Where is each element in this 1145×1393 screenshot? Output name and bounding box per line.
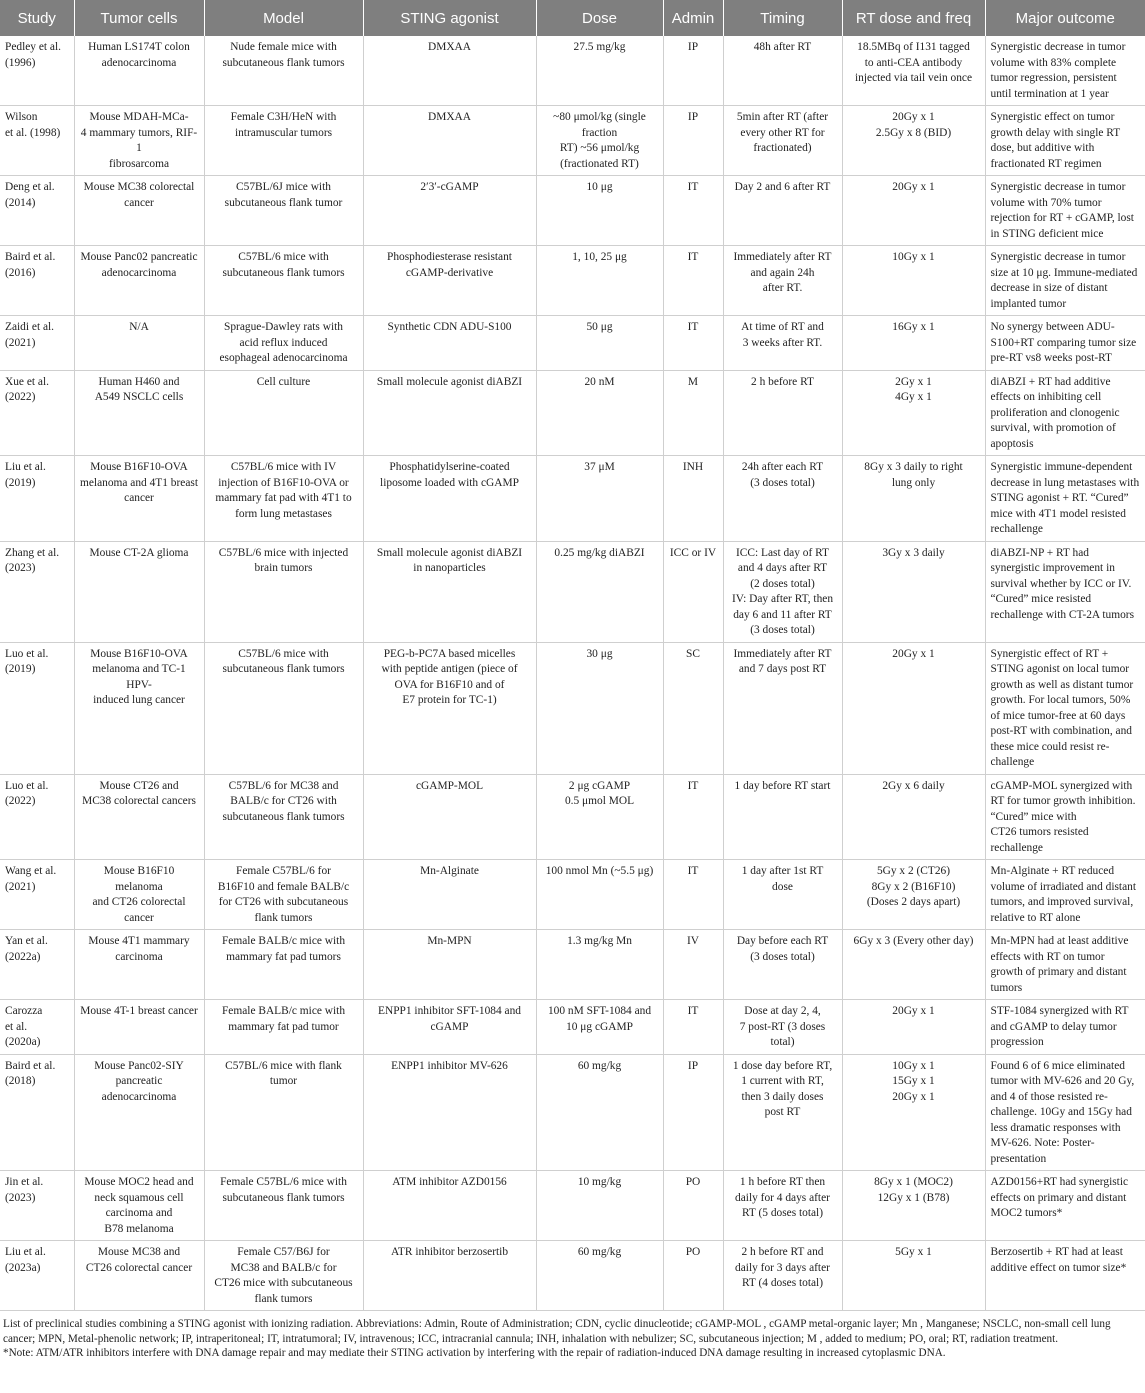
cell-admin: IT xyxy=(663,774,723,860)
table-row xyxy=(0,1171,1145,1241)
cell-study: Zaidi et al. (2021) xyxy=(0,316,74,371)
cell-sting-agonist: Small molecule agonist diABZI xyxy=(363,370,536,456)
cell-major-outcome: Synergistic decrease in tumor volume with 83% complete tumor regression, persistent until termination at 1 year xyxy=(985,36,1145,106)
cell-timing: 1 dose day before RT, 1 current with RT, then 3 daily doses post RT xyxy=(723,1054,842,1171)
cell-admin: SC xyxy=(663,642,723,774)
cell-timing: Day 2 and 6 after RT xyxy=(723,176,842,246)
column-header-sting-agonist: STING agonist xyxy=(363,0,536,36)
cell-rt-dose-freq: 2Gy x 6 daily xyxy=(842,774,985,860)
cell-admin: IT xyxy=(663,176,723,246)
cell-model: Female C3H/HeN with intramuscular tumors xyxy=(204,106,363,176)
cell-admin: M xyxy=(663,370,723,456)
cell-tumor-cells: Human LS174T colon adenocarcinoma xyxy=(74,36,204,106)
cell-tumor-cells: Human H460 and A549 NSCLC cells xyxy=(74,370,204,456)
cell-sting-agonist: 2′3′-cGAMP xyxy=(363,176,536,246)
cell-major-outcome: Mn-Alginate + RT reduced volume of irradiated and distant tumors, and improved survival, relative to RT alone xyxy=(985,860,1145,930)
cell-tumor-cells: Mouse B16F10-OVA melanoma and 4T1 breast cancer xyxy=(74,456,204,542)
cell-sting-agonist: cGAMP-MOL xyxy=(363,774,536,860)
cell-timing: 2 h before RT xyxy=(723,370,842,456)
cell-admin: IT xyxy=(663,316,723,371)
cell-rt-dose-freq: 18.5MBq of I131 tagged to anti-CEA antibody injected via tail vein once xyxy=(842,36,985,106)
cell-admin: IT xyxy=(663,860,723,930)
cell-major-outcome: AZD0156+RT had synergistic effects on primary and distant MOC2 tumors* xyxy=(985,1171,1145,1241)
cell-major-outcome: Synergistic effect on tumor growth delay with single RT dose, but additive with fractionated RT regimen xyxy=(985,106,1145,176)
cell-tumor-cells: Mouse CT-2A glioma xyxy=(74,541,204,642)
cell-sting-agonist: Phosphatidylserine-coated liposome loaded with cGAMP xyxy=(363,456,536,542)
cell-major-outcome: Berzosertib + RT had at least additive effect on tumor size* xyxy=(985,1241,1145,1311)
cell-timing: 2 h before RT and daily for 3 days after RT (4 doses total) xyxy=(723,1241,842,1311)
cell-tumor-cells: N/A xyxy=(74,316,204,371)
table-row xyxy=(0,246,1145,316)
table-row xyxy=(0,774,1145,860)
cell-major-outcome: Mn-MPN had at least additive effects with RT on tumor growth of primary and distant tumors xyxy=(985,930,1145,1000)
cell-study: Deng et al. (2014) xyxy=(0,176,74,246)
cell-dose: 1, 10, 25 μg xyxy=(536,246,663,316)
cell-dose: 100 nM SFT-1084 and 10 μg cGAMP xyxy=(536,1000,663,1055)
cell-admin: PO xyxy=(663,1241,723,1311)
table-row xyxy=(0,316,1145,371)
cell-tumor-cells: Mouse Panc02-SIY pancreatic adenocarcinoma xyxy=(74,1054,204,1171)
cell-sting-agonist: DMXAA xyxy=(363,36,536,106)
cell-model: C57BL/6 mice with flank tumor xyxy=(204,1054,363,1171)
table-row xyxy=(0,456,1145,542)
cell-study: Luo et al. (2022) xyxy=(0,774,74,860)
table-note: *Note: ATM/ATR inhibitors interfere with DNA damage repair and may mediate their STING activation by interfering with the repair of radiation-induced DNA damage resulting in increased cytoplasmic DNA. xyxy=(3,1347,946,1359)
cell-dose: 30 μg xyxy=(536,642,663,774)
cell-sting-agonist: ATR inhibitor berzosertib xyxy=(363,1241,536,1311)
cell-study: Liu et al. (2019) xyxy=(0,456,74,542)
cell-rt-dose-freq: 20Gy x 1 xyxy=(842,176,985,246)
cell-model: C57BL/6 mice with IV injection of B16F10-OVA or mammary fat pad with 4T1 to form lung metastases xyxy=(204,456,363,542)
cell-study: Carozza et al. (2020a) xyxy=(0,1000,74,1055)
table-row xyxy=(0,541,1145,642)
cell-sting-agonist: ENPP1 inhibitor MV-626 xyxy=(363,1054,536,1171)
cell-major-outcome: Synergistic decrease in tumor volume with 70% tumor rejection for RT + cGAMP, lost in STING deficient mice xyxy=(985,176,1145,246)
cell-rt-dose-freq: 16Gy x 1 xyxy=(842,316,985,371)
cell-study: Zhang et al. (2023) xyxy=(0,541,74,642)
column-header-tumor-cells: Tumor cells xyxy=(74,0,204,36)
cell-dose: 10 mg/kg xyxy=(536,1171,663,1241)
cell-model: Female BALB/c mice with mammary fat pad tumor xyxy=(204,1000,363,1055)
cell-sting-agonist: Synthetic CDN ADU-S100 xyxy=(363,316,536,371)
cell-study: Wilson et al. (1998) xyxy=(0,106,74,176)
cell-rt-dose-freq: 5Gy x 1 xyxy=(842,1241,985,1311)
cell-model: Nude female mice with subcutaneous flank tumors xyxy=(204,36,363,106)
cell-timing: 5min after RT (after every other RT for fractionated) xyxy=(723,106,842,176)
table-row xyxy=(0,1241,1145,1311)
cell-timing: 48h after RT xyxy=(723,36,842,106)
cell-model: Female BALB/c mice with mammary fat pad tumors xyxy=(204,930,363,1000)
cell-tumor-cells: Mouse Panc02 pancreatic adenocarcinoma xyxy=(74,246,204,316)
cell-dose: ~80 μmol/kg (single fraction RT) ~56 μmol/kg (fractionated RT) xyxy=(536,106,663,176)
cell-major-outcome: diABZI + RT had additive effects on inhibiting cell proliferation and clonogenic survival, with promotion of apoptosis xyxy=(985,370,1145,456)
cell-study: Wang et al. (2021) xyxy=(0,860,74,930)
cell-dose: 27.5 mg/kg xyxy=(536,36,663,106)
cell-timing: Immediately after RT and 7 days post RT xyxy=(723,642,842,774)
cell-major-outcome: diABZI-NP + RT had synergistic improvement in survival whether by ICC or IV. “Cured” mice resisted rechallenge with CT-2A tumors xyxy=(985,541,1145,642)
cell-tumor-cells: Mouse 4T1 mammary carcinoma xyxy=(74,930,204,1000)
cell-major-outcome: Synergistic decrease in tumor size at 10 μg. Immune-mediated decrease in size of distant implanted tumor xyxy=(985,246,1145,316)
cell-sting-agonist: DMXAA xyxy=(363,106,536,176)
table-row xyxy=(0,176,1145,246)
cell-model: C57BL/6J mice with subcutaneous flank tumor xyxy=(204,176,363,246)
cell-model: Cell culture xyxy=(204,370,363,456)
cell-tumor-cells: Mouse MC38 colorectal cancer xyxy=(74,176,204,246)
cell-timing: Dose at day 2, 4, 7 post-RT (3 doses total) xyxy=(723,1000,842,1055)
cell-admin: IP xyxy=(663,36,723,106)
cell-dose: 60 mg/kg xyxy=(536,1241,663,1311)
cell-sting-agonist: ATM inhibitor AZD0156 xyxy=(363,1171,536,1241)
cell-timing: 1 h before RT then daily for 4 days after RT (5 doses total) xyxy=(723,1171,842,1241)
cell-dose: 100 nmol Mn (~5.5 μg) xyxy=(536,860,663,930)
cell-study: Pedley et al. (1996) xyxy=(0,36,74,106)
cell-study: Liu et al. (2023a) xyxy=(0,1241,74,1311)
cell-admin: PO xyxy=(663,1171,723,1241)
cell-dose: 50 μg xyxy=(536,316,663,371)
cell-timing: 24h after each RT (3 doses total) xyxy=(723,456,842,542)
cell-model: C57BL/6 for MC38 and BALB/c for CT26 with subcutaneous flank tumors xyxy=(204,774,363,860)
cell-timing: ICC: Last day of RT and 4 days after RT (2 doses total) IV: Day after RT, then day 6 and 11 after RT (3 doses total) xyxy=(723,541,842,642)
cell-timing: 1 day after 1st RT dose xyxy=(723,860,842,930)
cell-timing: Immediately after RT and again 24h after RT. xyxy=(723,246,842,316)
cell-rt-dose-freq: 10Gy x 1 xyxy=(842,246,985,316)
cell-sting-agonist: Mn-Alginate xyxy=(363,860,536,930)
cell-dose: 0.25 mg/kg diABZI xyxy=(536,541,663,642)
cell-admin: IT xyxy=(663,1000,723,1055)
cell-sting-agonist: PEG-b-PC7A based micelles with peptide antigen (piece of OVA for B16F10 and of E7 protein for TC-1) xyxy=(363,642,536,774)
cell-study: Xue et al. (2022) xyxy=(0,370,74,456)
cell-rt-dose-freq: 20Gy x 1 2.5Gy x 8 (BID) xyxy=(842,106,985,176)
cell-study: Jin et al. (2023) xyxy=(0,1171,74,1241)
cell-timing: Day before each RT (3 doses total) xyxy=(723,930,842,1000)
cell-dose: 1.3 mg/kg Mn xyxy=(536,930,663,1000)
table-row xyxy=(0,642,1145,774)
cell-major-outcome: cGAMP-MOL synergized with RT for tumor growth inhibition. “Cured” mice with CT26 tumors resisted rechallenge xyxy=(985,774,1145,860)
cell-study: Baird et al. (2018) xyxy=(0,1054,74,1171)
cell-dose: 20 nM xyxy=(536,370,663,456)
cell-rt-dose-freq: 3Gy x 3 daily xyxy=(842,541,985,642)
cell-major-outcome: Found 6 of 6 mice eliminated tumor with MV-626 and 20 Gy, and 4 of those resisted re- challenge. 10Gy and 15Gy had less dramatic responses with MV-626. Note: Poster- presentation xyxy=(985,1054,1145,1171)
table-header-row xyxy=(0,0,1145,36)
cell-tumor-cells: Mouse 4T-1 breast cancer xyxy=(74,1000,204,1055)
cell-sting-agonist: Phosphodiesterase resistant cGAMP-derivative xyxy=(363,246,536,316)
column-header-rt-dose-freq: RT dose and freq xyxy=(842,0,985,36)
column-header-dose: Dose xyxy=(536,0,663,36)
table-row xyxy=(0,36,1145,106)
column-header-timing: Timing xyxy=(723,0,842,36)
cell-tumor-cells: Mouse B16F10 melanoma and CT26 colorectal cancer xyxy=(74,860,204,930)
cell-major-outcome: STF-1084 synergized with RT and cGAMP to delay tumor progression xyxy=(985,1000,1145,1055)
table-row xyxy=(0,860,1145,930)
cell-study: Luo et al. (2019) xyxy=(0,642,74,774)
cell-tumor-cells: Mouse MDAH-MCa- 4 mammary tumors, RIF-1 fibrosarcoma xyxy=(74,106,204,176)
cell-major-outcome: No synergy between ADU- S100+RT comparing tumor size pre-RT vs8 weeks post-RT xyxy=(985,316,1145,371)
cell-rt-dose-freq: 8Gy x 1 (MOC2) 12Gy x 1 (B78) xyxy=(842,1171,985,1241)
cell-timing: 1 day before RT start xyxy=(723,774,842,860)
cell-admin: IT xyxy=(663,246,723,316)
cell-rt-dose-freq: 5Gy x 2 (CT26) 8Gy x 2 (B16F10) (Doses 2 days apart) xyxy=(842,860,985,930)
cell-major-outcome: Synergistic effect of RT + STING agonist on local tumor growth as well as distant tumor growth. For local tumors, 50% of mice tumor-free at 60 days post-RT with combination, and these mice could resist re- challenge xyxy=(985,642,1145,774)
table-row xyxy=(0,1000,1145,1055)
table-footnote xyxy=(0,1311,1145,1361)
cell-model: C57BL/6 mice with subcutaneous flank tumors xyxy=(204,642,363,774)
cell-model: Female C57BL/6 mice with subcutaneous flank tumors xyxy=(204,1171,363,1241)
cell-rt-dose-freq: 8Gy x 3 daily to right lung only xyxy=(842,456,985,542)
cell-rt-dose-freq: 10Gy x 1 15Gy x 1 20Gy x 1 xyxy=(842,1054,985,1171)
table-row xyxy=(0,370,1145,456)
cell-sting-agonist: Small molecule agonist diABZI in nanoparticles xyxy=(363,541,536,642)
cell-sting-agonist: Mn-MPN xyxy=(363,930,536,1000)
table-caption: List of preclinical studies combining a STING agonist with ionizing radiation. Abbreviations: Admin, Route of Administration; CDN, cyclic dinucleotide; cGAMP-MOL , cGAMP metal-organic layer; Mn , Manganese; NSCLC, non-small cell lung cancer; MPN, Metal-phenolic network; IP, intraperitoneal; IT, intratumoral; IV, intravenous; ICC, intracranial cannula; INH, inhalation with nebulizer; SC, subcutaneous injection; M , added to medium; PO, oral; RT, radiation treatment. xyxy=(3,1318,1111,1345)
cell-rt-dose-freq: 20Gy x 1 xyxy=(842,642,985,774)
cell-admin: INH xyxy=(663,456,723,542)
cell-tumor-cells: Mouse CT26 and MC38 colorectal cancers xyxy=(74,774,204,860)
table-row xyxy=(0,930,1145,1000)
table-body xyxy=(0,36,1145,1311)
table-row xyxy=(0,1054,1145,1171)
cell-admin: IV xyxy=(663,930,723,1000)
column-header-study: Study xyxy=(0,0,74,36)
table-row xyxy=(0,106,1145,176)
cell-rt-dose-freq: 20Gy x 1 xyxy=(842,1000,985,1055)
cell-dose: 37 μM xyxy=(536,456,663,542)
cell-tumor-cells: Mouse B16F10-OVA melanoma and TC-1 HPV- induced lung cancer xyxy=(74,642,204,774)
cell-model: C57BL/6 mice with subcutaneous flank tumors xyxy=(204,246,363,316)
cell-dose: 10 μg xyxy=(536,176,663,246)
cell-dose: 60 mg/kg xyxy=(536,1054,663,1171)
cell-study: Yan et al. (2022a) xyxy=(0,930,74,1000)
cell-model: Sprague-Dawley rats with acid reflux induced esophageal adenocarcinoma xyxy=(204,316,363,371)
cell-timing: At time of RT and 3 weeks after RT. xyxy=(723,316,842,371)
cell-admin: ICC or IV xyxy=(663,541,723,642)
cell-dose: 2 μg cGAMP 0.5 μmol MOL xyxy=(536,774,663,860)
cell-tumor-cells: Mouse MOC2 head and neck squamous cell carcinoma and B78 melanoma xyxy=(74,1171,204,1241)
cell-rt-dose-freq: 6Gy x 3 (Every other day) xyxy=(842,930,985,1000)
cell-admin: IP xyxy=(663,1054,723,1171)
cell-model: C57BL/6 mice with injected brain tumors xyxy=(204,541,363,642)
cell-model: Female C57BL/6 for B16F10 and female BALB/c for CT26 with subcutaneous flank tumors xyxy=(204,860,363,930)
cell-major-outcome: Synergistic immune-dependent decrease in lung metastases with STING agonist + RT. “Cured” mice with 4T1 model resisted rechallenge xyxy=(985,456,1145,542)
cell-sting-agonist: ENPP1 inhibitor SFT-1084 and cGAMP xyxy=(363,1000,536,1055)
cell-rt-dose-freq: 2Gy x 1 4Gy x 1 xyxy=(842,370,985,456)
cell-tumor-cells: Mouse MC38 and CT26 colorectal cancer xyxy=(74,1241,204,1311)
column-header-admin: Admin xyxy=(663,0,723,36)
cell-admin: IP xyxy=(663,106,723,176)
cell-model: Female C57/B6J for MC38 and BALB/c for CT26 mice with subcutaneous flank tumors xyxy=(204,1241,363,1311)
column-header-major-outcome: Major outcome xyxy=(985,0,1145,36)
cell-study: Baird et al. (2016) xyxy=(0,246,74,316)
column-header-model: Model xyxy=(204,0,363,36)
